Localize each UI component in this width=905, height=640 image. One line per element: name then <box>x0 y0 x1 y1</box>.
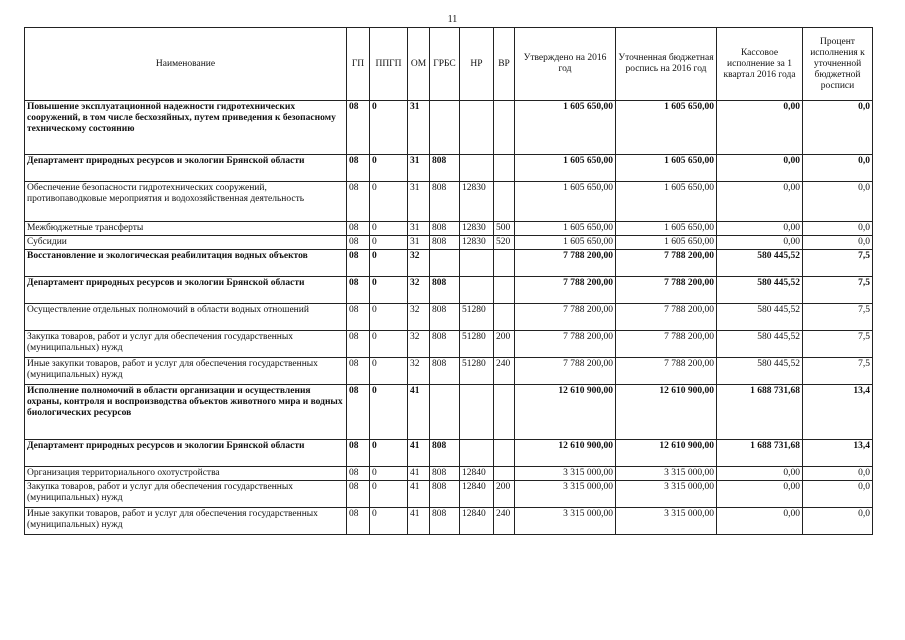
cell-percent: 7,5 <box>803 358 873 385</box>
cell-vr: 200 <box>494 481 515 508</box>
cell-vr: 500 <box>494 222 515 236</box>
cell-om: 32 <box>408 304 430 331</box>
cell-cash: 580 445,52 <box>717 277 803 304</box>
cell-om: 41 <box>408 481 430 508</box>
header-cell: Процент исполнения к уточненной бюджетной росписи <box>803 28 873 101</box>
cell-percent: 7,5 <box>803 277 873 304</box>
cell-cash: 0,00 <box>717 222 803 236</box>
cell-percent: 0,0 <box>803 467 873 481</box>
cell-ppgp: 0 <box>370 304 408 331</box>
cell-nr <box>460 155 494 182</box>
cell-refined: 1 605 650,00 <box>616 222 717 236</box>
cell-nr <box>460 277 494 304</box>
cell-percent: 0,0 <box>803 101 873 155</box>
cell-ppgp: 0 <box>370 250 408 277</box>
cell-ppgp: 0 <box>370 508 408 535</box>
cell-refined: 3 315 000,00 <box>616 481 717 508</box>
cell-percent: 0,0 <box>803 236 873 250</box>
cell-approved: 3 315 000,00 <box>515 508 616 535</box>
cell-refined: 1 605 650,00 <box>616 236 717 250</box>
cell-name: Исполнение полномочий в области организации и осуществления охраны, контроля и воспроизводства объектов животного мира и водных биологических ресурсов <box>25 385 347 440</box>
table-row <box>25 440 873 467</box>
cell-cash: 580 445,52 <box>717 304 803 331</box>
cell-om: 31 <box>408 222 430 236</box>
cell-refined: 3 315 000,00 <box>616 508 717 535</box>
cell-nr <box>460 440 494 467</box>
cell-grbs: 808 <box>430 467 460 481</box>
cell-percent: 13,4 <box>803 385 873 440</box>
cell-gp: 08 <box>347 222 370 236</box>
cell-om: 32 <box>408 277 430 304</box>
cell-approved: 1 605 650,00 <box>515 155 616 182</box>
table-row <box>25 304 873 331</box>
cell-percent: 7,5 <box>803 250 873 277</box>
cell-approved: 1 605 650,00 <box>515 101 616 155</box>
cell-grbs: 808 <box>430 440 460 467</box>
cell-cash: 580 445,52 <box>717 358 803 385</box>
cell-approved: 7 788 200,00 <box>515 250 616 277</box>
cell-grbs: 808 <box>430 508 460 535</box>
cell-gp: 08 <box>347 304 370 331</box>
cell-percent: 0,0 <box>803 222 873 236</box>
cell-cash: 0,00 <box>717 508 803 535</box>
header-cell: ГП <box>347 28 370 101</box>
cell-approved: 7 788 200,00 <box>515 304 616 331</box>
cell-approved: 3 315 000,00 <box>515 481 616 508</box>
cell-name: Повышение эксплуатационной надежности гидротехнических сооружений, в том числе бесхозяйных, путем приведения к безопасному техническому состоянию <box>25 101 347 155</box>
cell-cash: 0,00 <box>717 155 803 182</box>
header-cell: ГРБС <box>430 28 460 101</box>
cell-cash: 0,00 <box>717 101 803 155</box>
cell-vr: 240 <box>494 508 515 535</box>
table-row <box>25 101 873 155</box>
cell-ppgp: 0 <box>370 182 408 222</box>
cell-grbs <box>430 101 460 155</box>
header-cell: Уточненная бюджетная роспись на 2016 год <box>616 28 717 101</box>
cell-gp: 08 <box>347 467 370 481</box>
cell-om: 41 <box>408 467 430 481</box>
cell-refined: 7 788 200,00 <box>616 331 717 358</box>
cell-approved: 7 788 200,00 <box>515 277 616 304</box>
cell-cash: 580 445,52 <box>717 331 803 358</box>
cell-name: Восстановление и экологическая реабилитация водных объектов <box>25 250 347 277</box>
header-cell: Кассовое исполнение за 1 квартал 2016 года <box>717 28 803 101</box>
cell-name: Межбюджетные трансферты <box>25 222 347 236</box>
cell-gp: 08 <box>347 155 370 182</box>
cell-vr <box>494 155 515 182</box>
cell-cash: 0,00 <box>717 236 803 250</box>
cell-name: Иные закупки товаров, работ и услуг для обеспечения государственных (муниципальных) нужд <box>25 358 347 385</box>
cell-om: 32 <box>408 358 430 385</box>
cell-approved: 1 605 650,00 <box>515 222 616 236</box>
cell-grbs: 808 <box>430 304 460 331</box>
cell-vr <box>494 250 515 277</box>
cell-ppgp: 0 <box>370 440 408 467</box>
cell-vr: 240 <box>494 358 515 385</box>
cell-refined: 7 788 200,00 <box>616 250 717 277</box>
cell-grbs <box>430 385 460 440</box>
table-row <box>25 250 873 277</box>
cell-nr: 12840 <box>460 508 494 535</box>
cell-name: Департамент природных ресурсов и экологии Брянской области <box>25 440 347 467</box>
cell-refined: 12 610 900,00 <box>616 440 717 467</box>
cell-approved: 12 610 900,00 <box>515 385 616 440</box>
cell-vr <box>494 385 515 440</box>
cell-grbs: 808 <box>430 182 460 222</box>
cell-approved: 7 788 200,00 <box>515 358 616 385</box>
cell-name: Департамент природных ресурсов и экологии Брянской области <box>25 155 347 182</box>
cell-gp: 08 <box>347 358 370 385</box>
cell-refined: 1 605 650,00 <box>616 101 717 155</box>
cell-approved: 1 605 650,00 <box>515 182 616 222</box>
cell-nr <box>460 250 494 277</box>
cell-refined: 7 788 200,00 <box>616 277 717 304</box>
cell-percent: 0,0 <box>803 155 873 182</box>
table-row <box>25 331 873 358</box>
cell-gp: 08 <box>347 236 370 250</box>
header-cell: Утверждено на 2016 год <box>515 28 616 101</box>
table-body <box>25 101 873 535</box>
cell-percent: 13,4 <box>803 440 873 467</box>
table-row <box>25 277 873 304</box>
cell-nr: 12840 <box>460 467 494 481</box>
cell-name: Закупка товаров, работ и услуг для обеспечения государственных (муниципальных) нужд <box>25 331 347 358</box>
cell-name: Департамент природных ресурсов и экологии Брянской области <box>25 277 347 304</box>
cell-ppgp: 0 <box>370 331 408 358</box>
cell-om: 41 <box>408 508 430 535</box>
cell-nr: 12830 <box>460 222 494 236</box>
cell-grbs <box>430 250 460 277</box>
cell-cash: 0,00 <box>717 182 803 222</box>
table-row <box>25 508 873 535</box>
cell-name: Субсидии <box>25 236 347 250</box>
cell-vr <box>494 440 515 467</box>
cell-ppgp: 0 <box>370 481 408 508</box>
cell-grbs: 808 <box>430 222 460 236</box>
cell-cash: 0,00 <box>717 467 803 481</box>
cell-refined: 12 610 900,00 <box>616 385 717 440</box>
cell-ppgp: 0 <box>370 467 408 481</box>
cell-refined: 1 605 650,00 <box>616 182 717 222</box>
cell-gp: 08 <box>347 182 370 222</box>
cell-nr <box>460 385 494 440</box>
table-header-row <box>25 28 873 101</box>
table-row <box>25 467 873 481</box>
cell-nr: 12830 <box>460 236 494 250</box>
cell-name: Закупка товаров, работ и услуг для обеспечения государственных (муниципальных) нужд <box>25 481 347 508</box>
cell-cash: 580 445,52 <box>717 250 803 277</box>
table-row <box>25 182 873 222</box>
cell-om: 41 <box>408 440 430 467</box>
cell-gp: 08 <box>347 250 370 277</box>
cell-om: 31 <box>408 236 430 250</box>
cell-om: 32 <box>408 331 430 358</box>
cell-vr <box>494 277 515 304</box>
cell-vr <box>494 101 515 155</box>
cell-ppgp: 0 <box>370 101 408 155</box>
cell-gp: 08 <box>347 385 370 440</box>
cell-ppgp: 0 <box>370 358 408 385</box>
cell-gp: 08 <box>347 331 370 358</box>
cell-om: 31 <box>408 101 430 155</box>
cell-vr <box>494 304 515 331</box>
header-cell: НР <box>460 28 494 101</box>
header-cell: ППГП <box>370 28 408 101</box>
cell-approved: 7 788 200,00 <box>515 331 616 358</box>
cell-om: 32 <box>408 250 430 277</box>
cell-approved: 12 610 900,00 <box>515 440 616 467</box>
cell-nr: 51280 <box>460 304 494 331</box>
cell-om: 31 <box>408 155 430 182</box>
cell-refined: 7 788 200,00 <box>616 304 717 331</box>
cell-cash: 1 688 731,68 <box>717 440 803 467</box>
cell-cash: 0,00 <box>717 481 803 508</box>
cell-ppgp: 0 <box>370 155 408 182</box>
table-row <box>25 155 873 182</box>
cell-nr <box>460 101 494 155</box>
cell-gp: 08 <box>347 481 370 508</box>
cell-name: Осуществление отдельных полномочий в области водных отношений <box>25 304 347 331</box>
cell-approved: 1 605 650,00 <box>515 236 616 250</box>
cell-gp: 08 <box>347 440 370 467</box>
cell-percent: 7,5 <box>803 304 873 331</box>
cell-percent: 0,0 <box>803 182 873 222</box>
cell-ppgp: 0 <box>370 385 408 440</box>
cell-approved: 3 315 000,00 <box>515 467 616 481</box>
cell-vr <box>494 467 515 481</box>
cell-name: Иные закупки товаров, работ и услуг для обеспечения государственных (муниципальных) нужд <box>25 508 347 535</box>
cell-nr: 12830 <box>460 182 494 222</box>
table-row <box>25 222 873 236</box>
cell-refined: 3 315 000,00 <box>616 467 717 481</box>
cell-grbs: 808 <box>430 331 460 358</box>
cell-nr: 51280 <box>460 331 494 358</box>
page-number: 11 <box>447 14 458 25</box>
cell-percent: 0,0 <box>803 481 873 508</box>
cell-vr: 520 <box>494 236 515 250</box>
cell-grbs: 808 <box>430 277 460 304</box>
table-row <box>25 358 873 385</box>
table-row <box>25 385 873 440</box>
cell-gp: 08 <box>347 508 370 535</box>
header-cell: ВР <box>494 28 515 101</box>
header-cell: Наименование <box>25 28 347 101</box>
cell-refined: 1 605 650,00 <box>616 155 717 182</box>
cell-nr: 51280 <box>460 358 494 385</box>
cell-percent: 0,0 <box>803 508 873 535</box>
cell-cash: 1 688 731,68 <box>717 385 803 440</box>
cell-gp: 08 <box>347 277 370 304</box>
cell-grbs: 808 <box>430 481 460 508</box>
cell-grbs: 808 <box>430 236 460 250</box>
header-cell: ОМ <box>408 28 430 101</box>
cell-name: Обеспечение безопасности гидротехнических сооружений, противопаводковые мероприятия и водохозяйственная деятельность <box>25 182 347 222</box>
cell-vr: 200 <box>494 331 515 358</box>
cell-percent: 7,5 <box>803 331 873 358</box>
cell-ppgp: 0 <box>370 277 408 304</box>
cell-nr: 12840 <box>460 481 494 508</box>
cell-vr <box>494 182 515 222</box>
budget-table <box>24 27 873 535</box>
cell-refined: 7 788 200,00 <box>616 358 717 385</box>
cell-grbs: 808 <box>430 358 460 385</box>
cell-om: 41 <box>408 385 430 440</box>
cell-gp: 08 <box>347 101 370 155</box>
cell-om: 31 <box>408 182 430 222</box>
cell-ppgp: 0 <box>370 222 408 236</box>
cell-name: Организация территориального охотустройства <box>25 467 347 481</box>
cell-ppgp: 0 <box>370 236 408 250</box>
table-row <box>25 481 873 508</box>
table-row <box>25 236 873 250</box>
cell-grbs: 808 <box>430 155 460 182</box>
